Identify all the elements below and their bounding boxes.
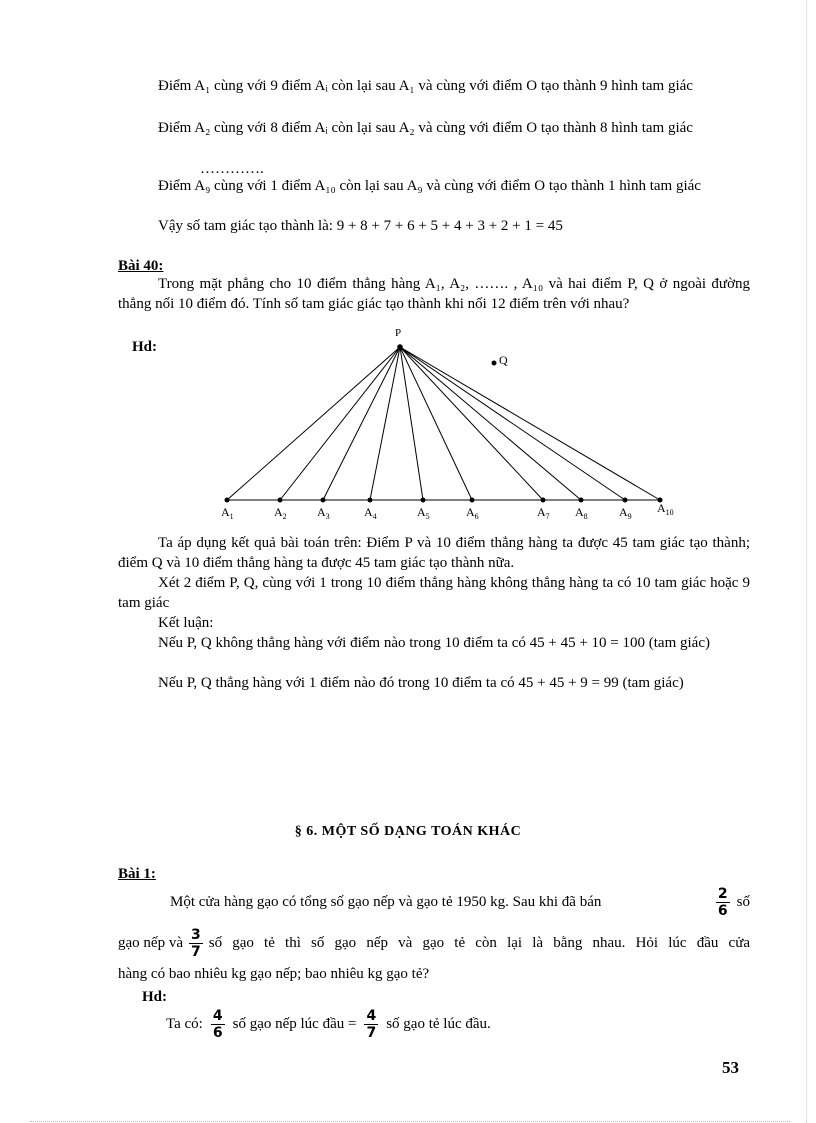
- label-a5: $A_5$: [417, 505, 430, 521]
- point-a7: [541, 498, 546, 503]
- right-margin-line: [806, 0, 807, 1123]
- segment-p-a7: [400, 347, 543, 500]
- frac-num: 4: [366, 1007, 377, 1024]
- paragraph-a1: Điểm A₁ cùng với 9 điểm Aᵢ còn lại sau A₁ và cùng với điểm O tạo thành 9 hình tam giác: [158, 78, 693, 94]
- segment-p-a2: [280, 347, 400, 500]
- eq-text-1: Ta có:: [166, 1016, 203, 1032]
- frac-den: 6: [717, 902, 728, 919]
- point-p: [397, 344, 403, 350]
- solution-2: Xét 2 điểm P, Q, cùng với 1 trong 10 điểm thẳng hàng không thẳng hàng ta có 10 tam giác hoặc 9 tam giác: [118, 575, 750, 611]
- label-a1: $A_1$: [221, 505, 234, 521]
- bai1-text-2a: gạo nếp và: [118, 935, 183, 951]
- conclusion-label: Kết luận:: [158, 615, 214, 631]
- fraction-3-7: [189, 927, 203, 960]
- paragraph-a9: Điểm A₉ cùng với 1 điểm A₁₀ còn lại sau A₉ và cùng với điểm O tạo thành 1 hình tam giác: [158, 178, 701, 194]
- bai40-heading: Bài 40:: [118, 258, 164, 274]
- frac-den: 7: [366, 1024, 377, 1041]
- ellipsis: ………….: [200, 161, 264, 177]
- label-a6: $A_6$: [466, 505, 479, 521]
- bai1-line2: [118, 924, 750, 962]
- frac-num: 4: [212, 1007, 223, 1024]
- segment-p-a3: [323, 347, 400, 500]
- fraction-4-6: [211, 1008, 225, 1041]
- page-number: 53: [722, 1058, 739, 1077]
- frac-num: 2: [717, 885, 728, 902]
- label-a7: $A_7$: [537, 505, 550, 521]
- segment-p-a9: [400, 347, 625, 500]
- point-a4: [368, 498, 373, 503]
- bai1-equation: [118, 1004, 750, 1044]
- label-a8: $A_8$: [575, 505, 588, 521]
- bai40-problem: Trong mặt phẳng cho 10 điểm thẳng hàng A₁, A₂, ……. , A₁₀ và hai điểm P, Q ở ngoài đường thẳng nối 10 điểm đó. Tính số tam giác giác tạo thành khi nối 12 điểm trên với nhau?: [118, 276, 750, 312]
- segment-p-a8: [400, 347, 581, 500]
- eq-text-2: số gạo nếp lúc đầu =: [232, 1016, 357, 1032]
- segment-p-a6: [400, 347, 472, 500]
- frac-den: 7: [190, 943, 201, 960]
- segment-p-a5: [400, 347, 423, 500]
- point-a2: [278, 498, 283, 503]
- segment-p-a10: [400, 347, 660, 500]
- conclusion-2: Nếu P, Q thẳng hàng với 1 điểm nào đó trong 10 điểm ta có 45 + 45 + 9 = 99 (tam giác): [158, 675, 684, 691]
- solution-1: Ta áp dụng kết quả bài toán trên: Điểm P và 10 điểm thẳng hàng ta được 45 tam giác tạo thành; điểm Q và 10 điểm thẳng hàng ta được 45 tam giác tạo thành nữa.: [118, 535, 750, 571]
- point-a3: [321, 498, 326, 503]
- label-a4: $A_4$: [364, 505, 377, 521]
- point-a5: [421, 498, 426, 503]
- label-a10: $A_{10}$: [657, 501, 674, 517]
- section-title: § 6. MỘT SỐ DẠNG TOÁN KHÁC: [294, 824, 522, 839]
- footer-divider: [30, 1121, 790, 1122]
- frac-num: 3: [190, 926, 201, 943]
- point-a8: [579, 498, 584, 503]
- eq-text-3: số gạo tẻ lúc đầu.: [386, 1016, 491, 1032]
- point-a1: [225, 498, 230, 503]
- fraction-2-6: [716, 886, 730, 919]
- point-q: [492, 361, 497, 366]
- triangle-sum: Vậy số tam giác tạo thành là: 9 + 8 + 7 + 6 + 5 + 4 + 3 + 2 + 1 = 45: [158, 218, 563, 234]
- label-a2: $A_2$: [274, 505, 287, 521]
- bai1-text-1b: số: [736, 894, 750, 910]
- triangle-figure: [210, 320, 690, 530]
- conclusion-1: Nếu P, Q không thẳng hàng với điểm nào trong 10 điểm ta có 45 + 45 + 10 = 100 (tam giác): [158, 635, 710, 651]
- bai40-hd: Hd:: [132, 339, 158, 355]
- label-p: P: [395, 327, 402, 339]
- paragraph-a2: Điểm A₂ cùng với 8 điểm Aᵢ còn lại sau A₂ và cùng với điểm O tạo thành 8 hình tam giác: [158, 120, 693, 136]
- label-q: Q: [499, 353, 508, 367]
- bai1-heading: Bài 1:: [118, 866, 156, 882]
- point-a6: [470, 498, 475, 503]
- label-a3: $A_3$: [317, 505, 330, 521]
- label-a9: $A_9$: [619, 505, 632, 521]
- bai1-text-1a: Một cửa hàng gạo có tổng số gạo nếp và gạo tẻ 1950 kg. Sau khi đã bán: [170, 894, 602, 910]
- frac-den: 6: [212, 1024, 223, 1041]
- point-a9: [623, 498, 628, 503]
- bai1-line1: [118, 884, 750, 920]
- bai1-text-3: hàng có bao nhiêu kg gạo nếp; bao nhiêu kg gạo tẻ?: [118, 966, 430, 982]
- bai1-hd: Hd:: [142, 989, 168, 1005]
- bai1-text-2b: số gạo tẻ thì số gạo nếp và gạo tẻ còn lại là bằng nhau. Hỏi lúc đầu cửa: [208, 935, 750, 951]
- fraction-4-7: [364, 1008, 378, 1041]
